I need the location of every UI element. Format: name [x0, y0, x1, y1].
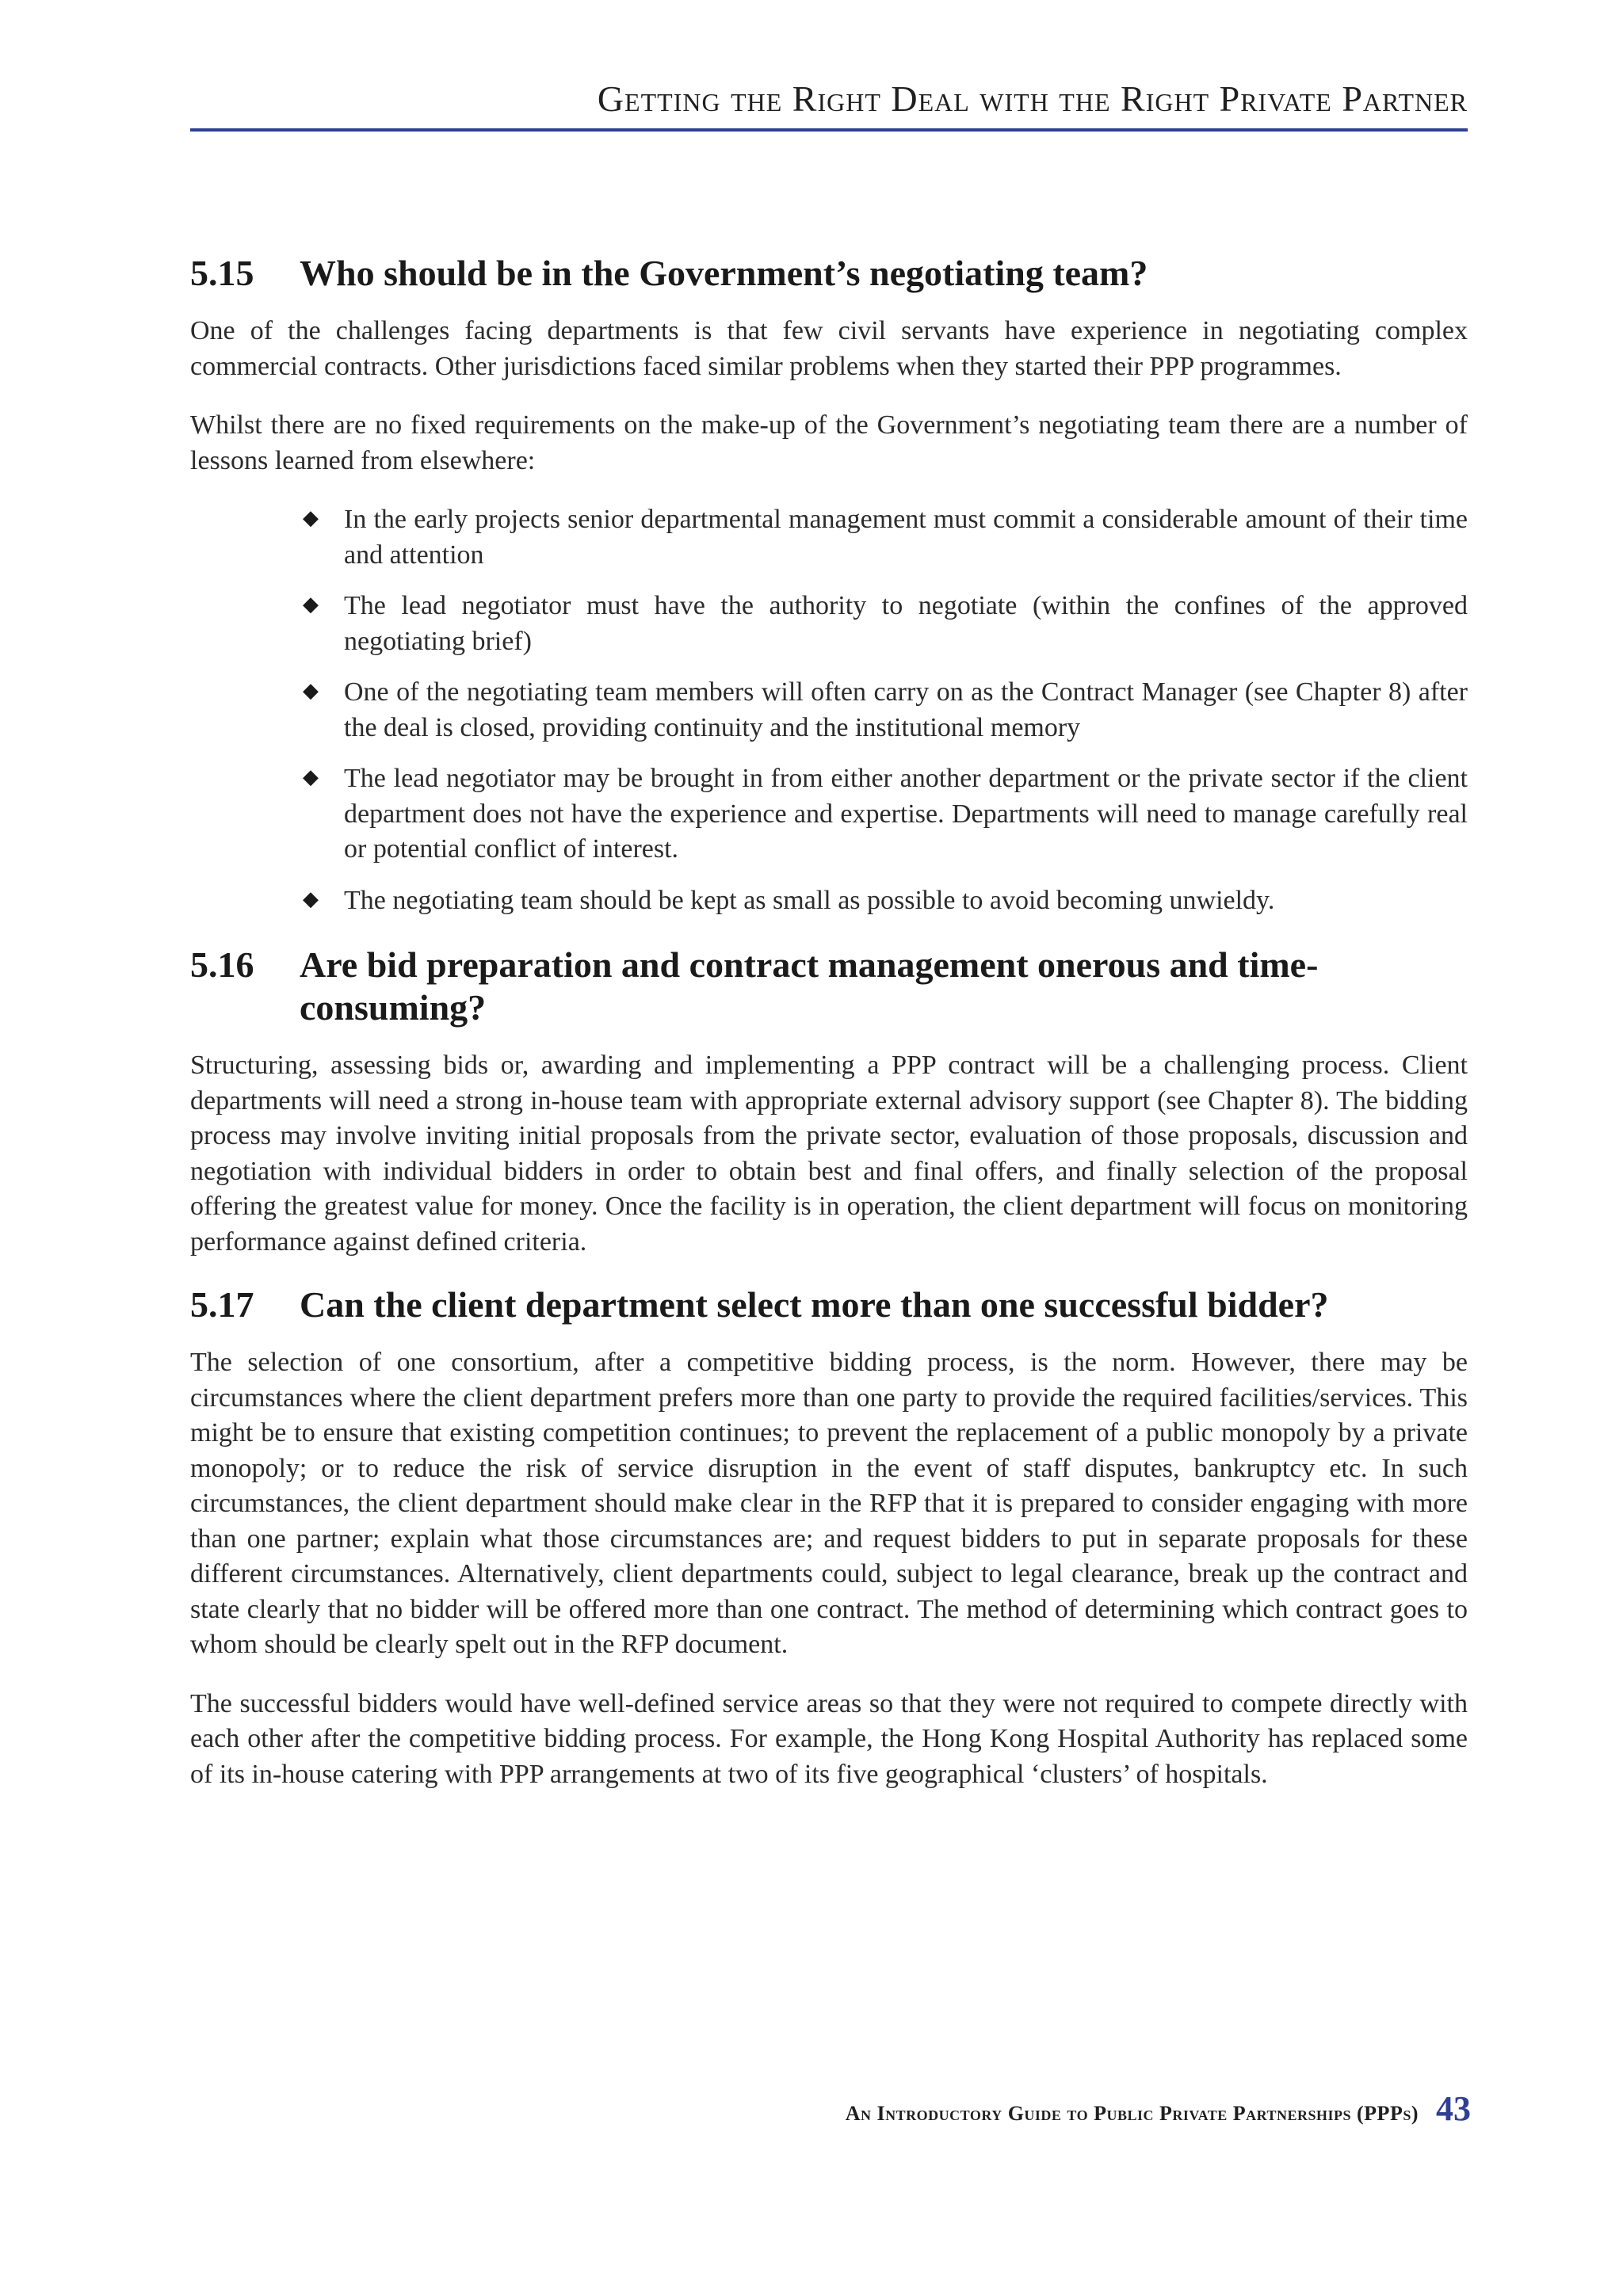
page-content	[190, 252, 1468, 1816]
section-heading	[190, 944, 1468, 1029]
footer-guide-title: An Introductory Guide to Public Private Partnerships (PPPs)	[845, 2102, 1419, 2125]
bullet-text: The negotiating team should be kept as small as possible to avoid becoming unwieldy.	[344, 885, 1275, 915]
body-paragraph: One of the challenges facing departments is that few civil servants have experience in negotiating complex commercial contracts. Other jurisdictions faced similar problems when they started their PPP programmes.	[190, 316, 1468, 381]
section-title: Can the client department select more than one successful bidder?	[300, 1284, 1329, 1325]
running-footer	[846, 2088, 1471, 2129]
section-heading	[190, 1283, 1468, 1326]
bullet-item	[303, 502, 1468, 573]
body-paragraph: Structuring, assessing bids or, awarding and implementing a PPP contract will be a challenging process. Client departments will need a strong in-house team with appropriate external advisory support (see Chapter 8). The bidding process may involve inviting initial proposals from the private sector, evaluation of those proposals, discussion and negotiation with individual bidders in order to obtain best and final offers, and finally selection of the proposal offering the greatest value for money. Once the facility is in operation, the client department will focus on monitoring performance against defined criteria.	[190, 1051, 1468, 1257]
bullet-item	[303, 675, 1468, 746]
bullet-item	[303, 761, 1468, 868]
diamond-bullet-icon: ◆	[303, 887, 319, 910]
section-5-17	[190, 1283, 1468, 1792]
section-number: 5.16	[190, 944, 254, 985]
body-paragraph: The successful bidders would have well-defined service areas so that they were not required to compete directly with each other after the competitive bidding process. For example, the Hong Kong Hospital Authority has replaced some of its in-house catering with PPP arrangements at two of its five geographical ‘clusters’ of hospitals.	[190, 1688, 1468, 1789]
section-5-15	[190, 252, 1468, 918]
page-number: 43	[1436, 2089, 1471, 2128]
section-number: 5.17	[190, 1284, 254, 1325]
section-title: Who should be in the Government’s negotiating team?	[300, 253, 1148, 293]
bullet-text: In the early projects senior departmental management must commit a considerable amount of their time and attention	[344, 505, 1468, 570]
header-rule	[190, 128, 1468, 132]
bullet-text: The lead negotiator must have the authority to negotiate (within the confines of the approved negotiating brief)	[344, 591, 1468, 656]
diamond-bullet-icon: ◆	[303, 765, 319, 788]
section-title: Are bid preparation and contract management onerous and time-consuming?	[300, 944, 1319, 1028]
diamond-bullet-icon: ◆	[303, 593, 319, 616]
bullet-item	[303, 883, 1468, 919]
bullet-text: The lead negotiator may be brought in from either another department or the private sector if the client department does not have the experience and expertise. Departments will need to manage carefully real or potential conflict of interest.	[344, 764, 1468, 864]
running-header-title: Getting the Right Deal with the Right Private Partner	[597, 78, 1468, 119]
diamond-bullet-icon: ◆	[303, 679, 319, 702]
diamond-bullet-icon: ◆	[303, 506, 319, 529]
section-5-16	[190, 944, 1468, 1260]
bullet-item	[303, 589, 1468, 659]
body-paragraph: The selection of one consortium, after a competitive bidding process, is the norm. However, there may be circumstances where the client department prefers more than one party to provide the required facilities/services. This might be to ensure that existing competition continues; to prevent the replacement of a public monopoly by a private monopoly; or to reduce the risk of service disruption in the event of staff disputes, bankruptcy etc. In such circumstances, the client department should make clear in the RFP that it is prepared to consider engaging with more than one partner; explain what those circumstances are; and request bidders to put in separate proposals for these different circumstances. Alternatively, client departments could, subject to legal clearance, break up the contract and state clearly that no bidder will be offered more than one contract. The method of determining which contract goes to whom should be clearly spelt out in the RFP document.	[190, 1348, 1468, 1659]
bullet-text: One of the negotiating team members will often carry on as the Contract Manager (see Chapter 8) after the deal is closed, providing continuity and the institutional memory	[344, 677, 1468, 742]
section-number: 5.15	[190, 253, 254, 293]
bullet-list	[190, 502, 1468, 918]
body-paragraph: Whilst there are no fixed requirements on the make-up of the Government’s negotiating team there are a number of lessons learned from elsewhere:	[190, 410, 1468, 475]
section-heading	[190, 252, 1468, 295]
